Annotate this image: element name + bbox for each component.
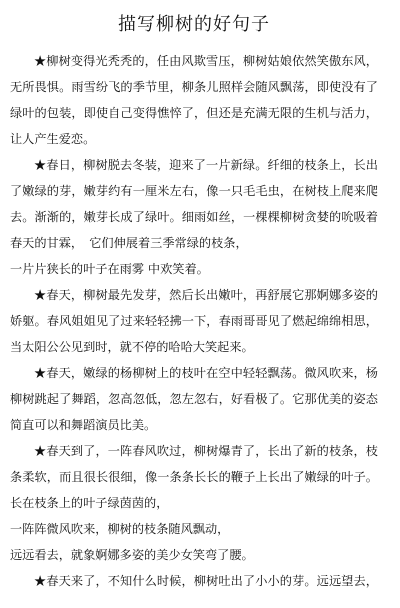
text-line: 远远看去，就象婀娜多姿的美少女笑弯了腰。: [10, 548, 254, 562]
text-line: 了嫩绿的芽，嫩芽约有一厘米左右，像一只毛毛虫，在树枝上爬来爬: [10, 184, 378, 198]
text-line: ★春日，柳树脱去冬装，迎来了一片新绿。纤细的枝条上，长出: [34, 158, 378, 172]
document-body: [10, 48, 378, 594]
text-line: 当太阳公公见到时，就不停的哈哈大笑起来。: [10, 340, 254, 354]
text-line: 一片片狭长的叶子在雨雾 中欢笑着。: [10, 262, 209, 276]
text-line: 一阵阵微风吹来，柳树的枝条随风飘动，: [10, 522, 230, 536]
document-title: 描写柳树的好句子: [118, 14, 270, 35]
text-line: 春天的甘霖， 它们伸展着三季常绿的枝条，: [10, 236, 248, 250]
text-line: ★春天来了，不知什么时候，柳树吐出了小小的芽。远远望去，: [34, 574, 378, 588]
text-line: ★春天，嫩绿的杨柳树上的枝叶在空中轻轻飘荡。微风吹来，杨: [34, 366, 378, 380]
text-line: 让人产生爱恋。: [10, 132, 96, 146]
text-line: 柳树跳起了舞蹈，忽高忽低，忽左忽右，好看极了。它那优美的姿态: [10, 392, 378, 406]
text-line: ★春天，柳树最先发芽，然后长出嫩叶，再舒展它那婀娜多姿的: [34, 288, 378, 302]
text-line: ★春天到了，一阵春风吹过，柳树爆青了，长出了新的枝条，枝: [34, 444, 378, 458]
text-line: 去。渐渐的，嫩芽长成了绿叶。细雨如丝，一棵棵柳树贪婪的吮吸着: [10, 210, 378, 224]
text-line: 长在枝条上的叶子绿茵茵的，: [10, 496, 169, 510]
text-line: 绿叶的包装，即使自己变得憔悴了，但还是充满无限的生机与活力，: [10, 106, 378, 120]
text-line: 简直可以和舞蹈演员比美。: [10, 418, 157, 432]
text-line: 娇躯。春风姐姐见了过来轻轻拂一下，春雨哥哥见了燃起绵绵相思，: [10, 314, 378, 328]
text-line: 条柔软，而且很长很细，像一条条长长的鞭子上长出了嫩绿的叶子。: [10, 470, 378, 484]
text-line: 无所畏惧。雨雪纷飞的季节里，柳条儿照样会随风飘荡，即使没有了: [10, 80, 378, 94]
text-line: ★柳树变得光秃秃的，任由风欺雪压，柳树姑娘依然笑傲东风，: [34, 54, 378, 68]
